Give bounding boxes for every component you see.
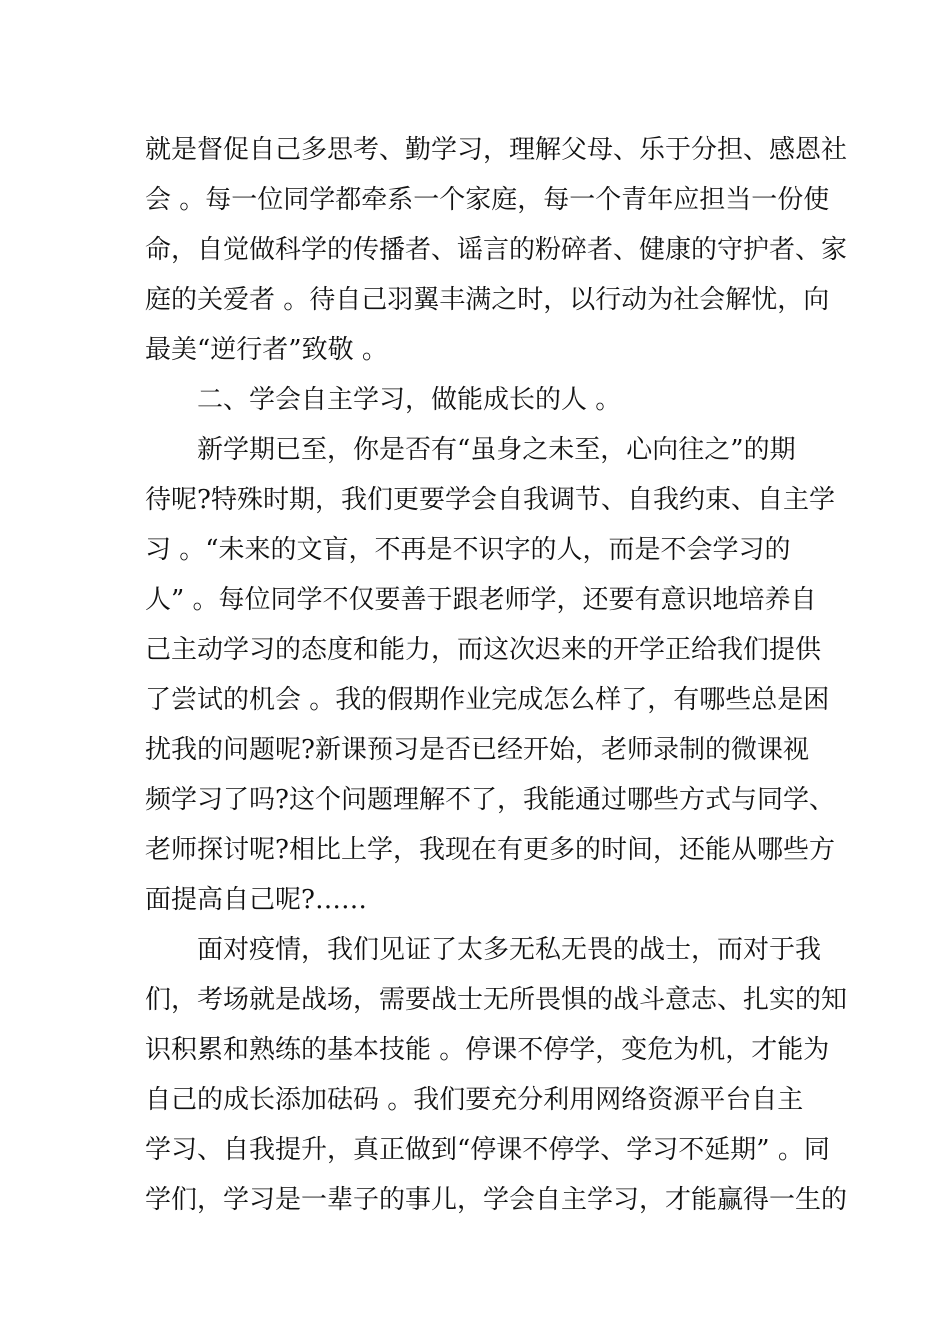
section-heading: 二、学会自主学习，做能成长的人 。 xyxy=(197,385,622,415)
text-line: 己主动学习的态度和能力，而这次迟来的开学正给我们提供 xyxy=(145,635,822,665)
text-line: 习 。“未来的文盲，不再是不识字的人，而是不会学习的 xyxy=(145,535,791,565)
text-line: 学习、自我提升，真正做到“停课不停学、学习不延期” 。同 xyxy=(145,1135,830,1165)
text-line: 自己的成长添加砝码 。我们要充分利用网络资源平台自主 xyxy=(145,1085,804,1115)
text-line: 人” 。每位同学不仅要善于跟老师学，还要有意识地培养自 xyxy=(145,585,817,615)
text-line: 最美“逆行者”致敬 。 xyxy=(145,335,388,365)
document-body xyxy=(145,125,848,1225)
text-line: 们，考场就是战场，需要战士无所畏惧的战斗意志、扎实的知 xyxy=(145,985,848,1015)
text-line: 命，自觉做科学的传播者、谣言的粉碎者、健康的守护者、家 xyxy=(145,235,848,265)
text-line: 面提高自己呢?…… xyxy=(145,885,367,915)
text-line: 频学习了吗?这个问题理解不了，我能通过哪些方式与同学、 xyxy=(145,785,835,815)
text-line: 识积累和熟练的基本技能 。停课不停学，变危为机，才能为 xyxy=(145,1035,830,1065)
text-line: 庭的关爱者 。待自己羽翼丰满之时，以行动为社会解忧，向 xyxy=(145,285,830,315)
paragraph-start-line: 新学期已至，你是否有“虽身之未至，心向往之”的期 xyxy=(197,435,796,465)
text-line: 了尝试的机会 。我的假期作业完成怎么样了，有哪些总是困 xyxy=(145,685,830,715)
text-line: 就是督促自己多思考、勤学习，理解父母、乐于分担、感恩社 xyxy=(145,135,848,165)
paragraph-start-line: 面对疫情，我们见证了太多无私无畏的战士，而对于我 xyxy=(197,935,822,965)
text-line: 老师探讨呢?相比上学，我现在有更多的时间，还能从哪些方 xyxy=(145,835,835,865)
text-line: 学们，学习是一辈子的事儿，学会自主学习，才能赢得一生的 xyxy=(145,1185,848,1215)
text-line: 待呢?特殊时期，我们更要学会自我调节、自我约束、自主学 xyxy=(145,485,835,515)
text-line: 扰我的问题呢?新课预习是否已经开始，老师录制的微课视 xyxy=(145,735,809,765)
text-line: 会 。每一位同学都牵系一个家庭，每一个青年应担当一份使 xyxy=(145,185,830,215)
